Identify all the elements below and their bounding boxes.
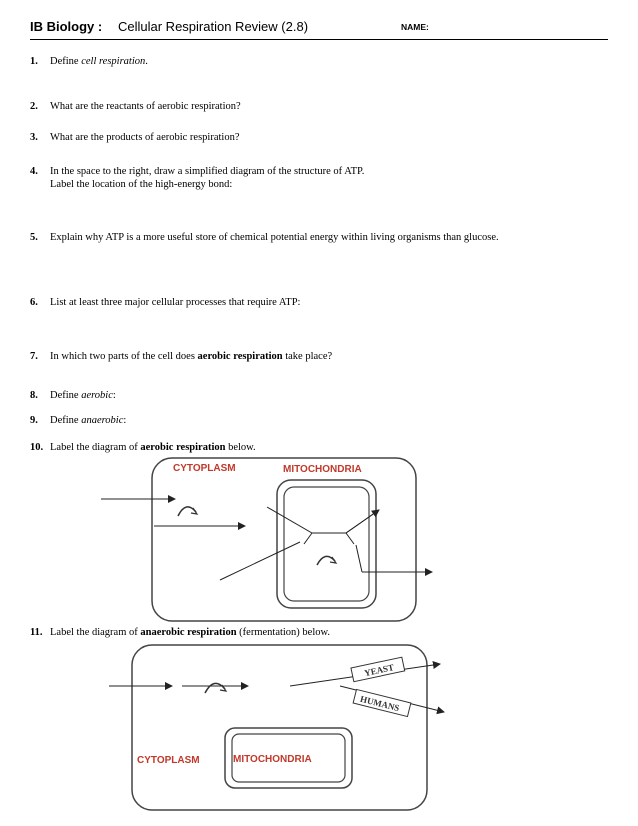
question-text-end: : bbox=[123, 415, 127, 426]
matrix-right-line bbox=[346, 533, 354, 544]
question-text: Label the diagram of bbox=[50, 442, 141, 453]
output-arrow-top bbox=[346, 510, 379, 533]
mitochondrion-outer bbox=[277, 480, 376, 608]
question-number: 6. bbox=[30, 297, 38, 308]
question-term: aerobic respiration bbox=[197, 351, 283, 362]
question-text-end: below. bbox=[225, 442, 256, 453]
question-text: Define bbox=[50, 390, 82, 401]
question-text: What are the reactants of aerobic respiration? bbox=[50, 101, 241, 112]
anaerobic-mitochondria-label: MITOCHONDRIA bbox=[233, 754, 312, 765]
question-term: cell respiration bbox=[81, 56, 146, 67]
question-number: 2. bbox=[30, 101, 38, 112]
question-number: 11. bbox=[30, 627, 43, 638]
question-text: Define bbox=[50, 415, 82, 426]
question-text: Explain why ATP is a more useful store of chemical potential energy within living organisms than glucose. bbox=[50, 232, 499, 243]
question-text-end: take place? bbox=[282, 351, 333, 362]
question-text-line2: Label the location of the high-energy bond: bbox=[50, 179, 233, 190]
question-term: anaerobic bbox=[81, 415, 124, 426]
worksheet-title: Cellular Respiration Review (2.8) bbox=[118, 19, 309, 34]
question-text: In the space to the right, draw a simplified diagram of the structure of ATP. bbox=[50, 166, 365, 177]
aerobic-cytoplasm-label: CYTOPLASM bbox=[173, 463, 236, 474]
question-text: What are the products of aerobic respiration? bbox=[50, 132, 240, 143]
anaerobic-cytoplasm-label: CYTOPLASM bbox=[137, 755, 200, 766]
question-text-end: . bbox=[145, 56, 148, 67]
question-text-end: : bbox=[112, 390, 116, 401]
question-text-end: (fermentation) below. bbox=[236, 627, 331, 638]
entry-line bbox=[220, 542, 300, 580]
question-term: aerobic respiration bbox=[140, 442, 226, 453]
humans-label: HUMANS bbox=[359, 693, 401, 714]
question-number: 8. bbox=[30, 390, 38, 401]
question-text: List at least three major cellular processes that require ATP: bbox=[50, 297, 301, 308]
question-text: Define bbox=[50, 56, 82, 67]
etc-line bbox=[356, 545, 362, 572]
question-text: Label the diagram of bbox=[50, 627, 141, 638]
aerobic-mitochondria-label: MITOCHONDRIA bbox=[283, 464, 362, 475]
yeast-label: YEAST bbox=[363, 662, 395, 679]
cycle-arrow-icon bbox=[205, 683, 225, 693]
question-number: 5. bbox=[30, 232, 38, 243]
question-term: anaerobic respiration bbox=[140, 627, 237, 638]
aerobic-diagram bbox=[101, 458, 432, 621]
name-label: NAME: bbox=[401, 22, 429, 32]
question-number: 10. bbox=[30, 442, 44, 453]
matrix-left-line bbox=[304, 533, 312, 544]
question-number: 4. bbox=[30, 166, 38, 177]
question-term: aerobic bbox=[81, 390, 113, 401]
question-number: 3. bbox=[30, 132, 38, 143]
question-number: 1. bbox=[30, 56, 38, 67]
question-number: 7. bbox=[30, 351, 38, 362]
anaerobic-diagram bbox=[109, 645, 444, 810]
question-text: In which two parts of the cell does bbox=[50, 351, 198, 362]
subject-label: IB Biology : bbox=[30, 19, 103, 34]
question-number: 9. bbox=[30, 415, 38, 426]
